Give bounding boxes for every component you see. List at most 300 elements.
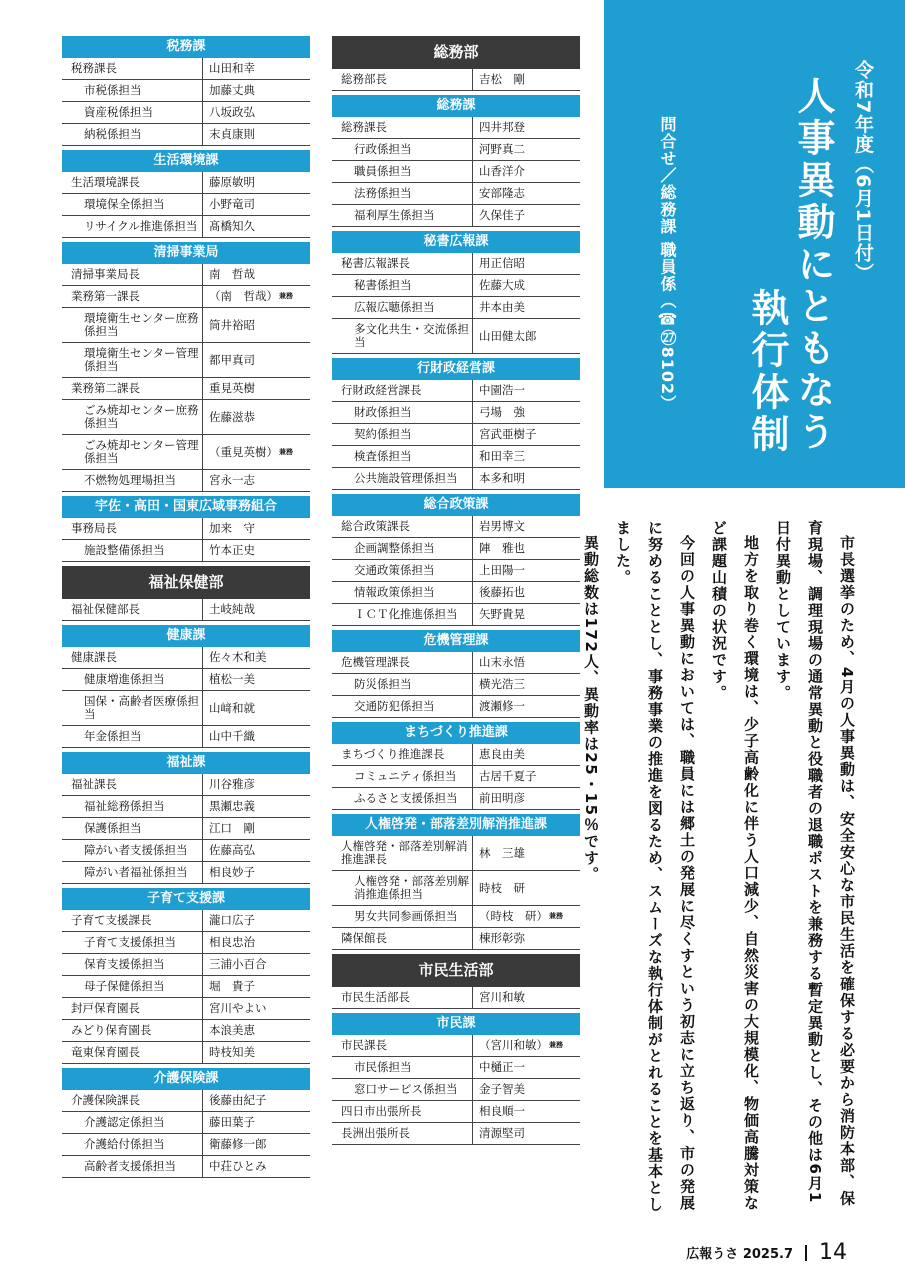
section-header: 子育て支援課	[62, 888, 310, 910]
person-name-cell	[203, 172, 310, 193]
position-title: 総務部長	[332, 69, 473, 90]
title-date: 令和7年度（6月1日付）	[852, 60, 874, 283]
position-title: 検査係担当	[332, 446, 473, 467]
position-title: 障がい者福祉係担当	[62, 862, 203, 883]
person-name: 吉松 剛	[479, 72, 525, 86]
person-name-cell	[203, 343, 310, 377]
org-column-right	[332, 36, 580, 1145]
position-title: 介護認定係担当	[62, 1112, 203, 1133]
position-title: 清掃事業局長	[62, 264, 203, 285]
table-row	[62, 58, 310, 80]
person-name: 宮永一志	[209, 473, 255, 487]
table-row	[62, 470, 310, 492]
person-name-cell	[473, 297, 580, 318]
position-title: 保育支援係担当	[62, 954, 203, 975]
position-title: コミュニティ係担当	[332, 766, 473, 787]
person-name-cell	[203, 124, 310, 145]
table-row	[62, 840, 310, 862]
person-name: 山﨑和就	[209, 700, 255, 715]
table-row	[62, 954, 310, 976]
table-row	[332, 987, 580, 1009]
position-title: 危機管理課長	[332, 652, 473, 673]
person-name: 和田幸三	[479, 449, 525, 463]
person-name-cell	[203, 691, 310, 725]
table-row	[62, 343, 310, 378]
person-name: 相良順一	[479, 1104, 525, 1118]
person-name-cell	[203, 1112, 310, 1133]
table-row	[62, 172, 310, 194]
section-header: 人権啓発・部落差別解消推進課	[332, 814, 580, 836]
table-row	[62, 599, 310, 621]
person-name: （南 哲哉）	[209, 289, 278, 303]
person-name-cell	[203, 518, 310, 539]
section-header: 総合政策課	[332, 494, 580, 516]
section	[332, 630, 580, 718]
person-name-cell	[203, 435, 310, 469]
position-title: 福祉総務係担当	[62, 796, 203, 817]
position-title: 職員係担当	[332, 161, 473, 182]
person-name: 本浪美恵	[209, 1023, 255, 1037]
page-number: 14	[819, 1240, 847, 1265]
person-name-cell	[473, 468, 580, 489]
person-name-cell	[473, 516, 580, 537]
person-name: 山香洋介	[479, 164, 525, 178]
person-name: 古居千夏子	[479, 769, 537, 783]
section-header: 危機管理課	[332, 630, 580, 652]
person-name: 中荘ひとみ	[209, 1159, 267, 1173]
section-header: まちづくり推進課	[332, 722, 580, 744]
table-row	[62, 910, 310, 932]
person-name-cell	[203, 976, 310, 997]
person-name: 重見英樹	[209, 381, 255, 395]
position-title: 環境衛生センター管理係担当	[62, 343, 203, 377]
person-name-cell	[473, 560, 580, 581]
concurrent-badge: 兼務	[549, 1041, 563, 1049]
article-body	[575, 520, 863, 1220]
person-name-cell	[203, 1134, 310, 1155]
person-name: 用正信昭	[479, 256, 525, 270]
person-name: 前田明彦	[479, 791, 525, 805]
table-row	[332, 297, 580, 319]
position-title: 健康課長	[62, 647, 203, 668]
person-name-cell	[203, 910, 310, 931]
position-title: 不燃物処理場担当	[62, 470, 203, 491]
table-row	[62, 435, 310, 470]
person-name-cell	[203, 669, 310, 690]
section	[332, 231, 580, 354]
position-title: 母子保健係担当	[62, 976, 203, 997]
person-name-cell	[203, 400, 310, 434]
person-name: 堀 貴子	[209, 979, 255, 993]
table-row	[332, 1079, 580, 1101]
title-box	[604, 0, 905, 488]
publication-name: 広報うさ 2025.7	[686, 1247, 793, 1262]
person-name: 横光浩三	[479, 677, 525, 691]
person-name-cell	[473, 117, 580, 138]
person-name-cell	[473, 1101, 580, 1122]
section-header: 税務課	[62, 36, 310, 58]
table-row	[62, 976, 310, 998]
position-title: 行政係担当	[332, 139, 473, 160]
person-name-cell	[203, 216, 310, 237]
person-name-cell	[473, 906, 580, 927]
table-row	[332, 582, 580, 604]
person-name-cell	[203, 1090, 310, 1111]
position-title: 環境保全係担当	[62, 194, 203, 215]
position-title: 福祉課長	[62, 774, 203, 795]
position-title: 公共施設管理係担当	[332, 468, 473, 489]
person-name: 中園浩一	[479, 383, 525, 397]
position-title: 施設整備係担当	[62, 540, 203, 561]
person-name: 黒瀬忠義	[209, 799, 255, 813]
person-name-cell	[473, 205, 580, 226]
person-name-cell	[473, 604, 580, 625]
person-name: 金子智美	[479, 1082, 525, 1096]
person-name-cell	[473, 744, 580, 765]
person-name: 都甲真司	[209, 352, 255, 367]
section-header: 宇佐・高田・国東広域事務組合	[62, 496, 310, 518]
person-name: 筒井裕昭	[209, 317, 255, 332]
person-name: 宮川やよい	[209, 1001, 267, 1015]
table-row	[332, 468, 580, 490]
person-name-cell	[203, 58, 310, 79]
person-name-cell	[473, 582, 580, 603]
person-name: 佐藤滋恭	[209, 409, 255, 424]
position-title: 秘書広報課長	[332, 253, 473, 274]
position-title: 高齢者支援係担当	[62, 1156, 203, 1177]
person-name-cell	[473, 836, 580, 870]
position-title: 法務係担当	[332, 183, 473, 204]
person-name-cell	[473, 139, 580, 160]
person-name: 山中千織	[209, 729, 255, 743]
table-row	[62, 1020, 310, 1042]
concurrent-badge: 兼務	[279, 447, 293, 456]
table-row	[62, 102, 310, 124]
section-header: 市民課	[332, 1013, 580, 1035]
person-name-cell	[473, 69, 580, 90]
person-name: 矢野貴晃	[479, 607, 525, 621]
person-name: 山末永悟	[479, 655, 525, 669]
table-row	[62, 774, 310, 796]
position-title: 人権啓発・部落差別解消推進係担当	[332, 871, 473, 905]
person-name-cell	[473, 766, 580, 787]
person-name-cell	[203, 102, 310, 123]
person-name: 佐々木和美	[209, 650, 267, 664]
section-header: 福祉課	[62, 752, 310, 774]
section-header: 介護保険課	[62, 1068, 310, 1090]
position-title: 総合政策課長	[332, 516, 473, 537]
position-title: 保護係担当	[62, 818, 203, 839]
section-header: 健康課	[62, 625, 310, 647]
position-title: 子育て支援係担当	[62, 932, 203, 953]
person-name: 南 哲哉	[209, 267, 255, 281]
person-name: 清源堅司	[479, 1126, 525, 1140]
person-name-cell	[473, 1123, 580, 1144]
person-name: 林 三雄	[479, 845, 525, 860]
page-subtitle: 執行体制	[745, 288, 789, 456]
position-title: 環境衛生センター庶務係担当	[62, 308, 203, 342]
table-row	[62, 998, 310, 1020]
position-title: 納税係担当	[62, 124, 203, 145]
section	[62, 496, 310, 562]
position-title: 行財政経営課長	[332, 380, 473, 401]
person-name-cell	[473, 987, 580, 1008]
position-title: 総務課長	[332, 117, 473, 138]
position-title: 事務局長	[62, 518, 203, 539]
table-row	[62, 286, 310, 308]
position-title: 企画調整係担当	[332, 538, 473, 559]
person-name: 加藤丈典	[209, 83, 255, 97]
person-name: 衛藤修一郎	[209, 1137, 267, 1151]
person-name-cell	[473, 253, 580, 274]
person-name: 小野竜司	[209, 197, 255, 211]
table-row	[62, 932, 310, 954]
position-title: 四日市出張所長	[332, 1101, 473, 1122]
table-row	[332, 161, 580, 183]
person-name: 久保佳子	[479, 208, 525, 222]
position-title: 生活環境課長	[62, 172, 203, 193]
table-row	[62, 726, 310, 748]
table-row	[332, 183, 580, 205]
table-row	[62, 796, 310, 818]
person-name-cell	[203, 1042, 310, 1063]
position-title: 税務課長	[62, 58, 203, 79]
person-name: 山田和幸	[209, 61, 255, 75]
position-title: 国保・高齢者医療係担当	[62, 691, 203, 725]
contact-info: 問合せ／総務課 職員係（☎㉗8102）	[658, 116, 677, 413]
person-name: 後藤拓也	[479, 585, 525, 599]
position-title: 隣保館長	[332, 928, 473, 949]
section	[62, 888, 310, 1064]
table-row	[332, 538, 580, 560]
person-name: 植松一美	[209, 672, 255, 686]
table-row	[62, 1156, 310, 1178]
department-header: 総務部	[332, 36, 580, 69]
table-row	[332, 1123, 580, 1145]
position-title: 年金係担当	[62, 726, 203, 747]
section	[332, 36, 580, 91]
person-name: 後藤由紀子	[209, 1093, 267, 1107]
table-row	[332, 516, 580, 538]
position-title: 市税係担当	[62, 80, 203, 101]
person-name: 加来 守	[209, 521, 255, 535]
person-name: 山田健太郎	[479, 328, 537, 343]
person-name: 藤原敏明	[209, 175, 255, 189]
section	[62, 1068, 310, 1178]
person-name: 末貞康則	[209, 127, 255, 141]
person-name-cell	[473, 538, 580, 559]
section-header: 総務課	[332, 95, 580, 117]
person-name: 時枝 研	[479, 880, 525, 895]
person-name-cell	[203, 840, 310, 861]
position-title: 秘書係担当	[332, 275, 473, 296]
department-header: 市民生活部	[332, 954, 580, 987]
table-row	[332, 253, 580, 275]
table-row	[62, 1090, 310, 1112]
position-title: 男女共同参画係担当	[332, 906, 473, 927]
position-title: 市民生活部長	[332, 987, 473, 1008]
page-title: 人事異動にともなう	[791, 76, 835, 454]
position-title: ごみ焼却センター管理係担当	[62, 435, 203, 469]
table-row	[332, 788, 580, 810]
person-name: 佐藤高弘	[209, 843, 255, 857]
position-title: 財政係担当	[332, 402, 473, 423]
person-name: 川谷雅彦	[209, 777, 255, 791]
table-row	[332, 906, 580, 928]
position-title: 人権啓発・部落差別解消推進課長	[332, 836, 473, 870]
position-title: 多文化共生・交流係担当	[332, 319, 473, 353]
person-name-cell	[203, 774, 310, 795]
table-row	[62, 1112, 310, 1134]
person-name-cell	[203, 194, 310, 215]
person-name: 弓場 強	[479, 405, 525, 419]
position-title: 窓口サービス係担当	[332, 1079, 473, 1100]
person-name: 藤田葉子	[209, 1115, 255, 1129]
section	[332, 722, 580, 810]
section	[332, 1013, 580, 1145]
concurrent-badge: 兼務	[549, 912, 563, 920]
section	[332, 95, 580, 227]
table-row	[332, 446, 580, 468]
person-name-cell	[473, 161, 580, 182]
position-title: 竜東保育園長	[62, 1042, 203, 1063]
section	[332, 358, 580, 490]
person-name: 相良妙子	[209, 865, 255, 879]
position-title: まちづくり推進課長	[332, 744, 473, 765]
person-name-cell	[473, 446, 580, 467]
person-name: 八坂政弘	[209, 105, 255, 119]
position-title: 市民課長	[332, 1035, 473, 1056]
person-name: 佐藤大成	[479, 278, 525, 292]
footer	[686, 1240, 847, 1265]
table-row	[62, 862, 310, 884]
person-name: 相良忠治	[209, 935, 255, 949]
person-name-cell	[203, 286, 310, 307]
person-name: 上田陽一	[479, 563, 525, 577]
table-row	[332, 69, 580, 91]
person-name-cell	[473, 652, 580, 673]
table-row	[62, 540, 310, 562]
person-name: 棟形彰弥	[479, 931, 525, 945]
person-name-cell	[473, 1057, 580, 1078]
person-name-cell	[473, 380, 580, 401]
table-row	[62, 264, 310, 286]
table-row	[62, 216, 310, 238]
person-name: 中樋正一	[479, 1060, 525, 1074]
table-row	[332, 674, 580, 696]
person-name: 恵良由美	[479, 747, 525, 761]
position-title: 健康増進係担当	[62, 669, 203, 690]
table-row	[62, 124, 310, 146]
table-row	[62, 400, 310, 435]
table-row	[332, 139, 580, 161]
person-name-cell	[203, 998, 310, 1019]
table-row	[332, 1057, 580, 1079]
table-row	[332, 766, 580, 788]
concurrent-badge: 兼務	[279, 292, 293, 300]
position-title: 資産税係担当	[62, 102, 203, 123]
table-row	[332, 604, 580, 626]
section-header: 清掃事業局	[62, 242, 310, 264]
person-name-cell	[473, 402, 580, 423]
table-row	[332, 380, 580, 402]
paragraph: 異動総数は172人、異動率は25・15％です。	[582, 535, 600, 883]
person-name: （時枝 研）	[479, 909, 548, 923]
person-name-cell	[473, 788, 580, 809]
person-name-cell	[203, 470, 310, 491]
position-title: 情報政策係担当	[332, 582, 473, 603]
person-name-cell	[203, 932, 310, 953]
table-row	[62, 378, 310, 400]
section-header: 行財政経営課	[332, 358, 580, 380]
person-name: （重見英樹）	[209, 444, 278, 459]
person-name-cell	[473, 1079, 580, 1100]
position-title: リサイクル推進係担当	[62, 216, 203, 237]
section	[62, 752, 310, 884]
table-row	[332, 1035, 580, 1057]
table-row	[332, 117, 580, 139]
table-row	[332, 275, 580, 297]
person-name: 髙橋知久	[209, 219, 255, 233]
paragraph: 地方を取り巻く環境は、少子高齢化に伴う人口減少、自然災害の大規模化、物価高騰対策など課題山積の状況です。	[710, 520, 760, 1212]
person-name: （宮川和敏）	[479, 1038, 548, 1052]
section-header: 生活環境課	[62, 150, 310, 172]
position-title: 福祉保健部長	[62, 599, 203, 620]
person-name: 岩男博文	[479, 519, 525, 533]
person-name: 陣 雅也	[479, 541, 525, 555]
section	[62, 36, 310, 146]
person-name-cell	[473, 183, 580, 204]
table-row	[332, 402, 580, 424]
table-row	[62, 1042, 310, 1064]
org-column-left	[62, 36, 310, 1178]
person-name-cell	[203, 264, 310, 285]
section	[332, 954, 580, 1009]
table-row	[62, 194, 310, 216]
table-row	[332, 205, 580, 227]
paragraph: 今回の人事異動においては、職員には郷土の発展に尽くすという初志に立ち返り、市の発展に努めることとし、事務事業の推進を図るため、スムーズな執行体制がとれることを基本としました。	[614, 520, 696, 1213]
person-name: 宮武亜樹子	[479, 427, 537, 441]
table-row	[62, 818, 310, 840]
table-row	[62, 80, 310, 102]
table-row	[332, 744, 580, 766]
person-name: 瀧口広子	[209, 913, 255, 927]
position-title: 広報広聴係担当	[332, 297, 473, 318]
person-name: 竹本正史	[209, 543, 255, 557]
section-header: 秘書広報課	[332, 231, 580, 253]
department-header: 福祉保健部	[62, 566, 310, 599]
table-row	[332, 836, 580, 871]
person-name-cell	[203, 954, 310, 975]
person-name-cell	[473, 871, 580, 905]
table-row	[332, 696, 580, 718]
position-title: 子育て支援課長	[62, 910, 203, 931]
person-name-cell	[203, 80, 310, 101]
table-row	[62, 308, 310, 343]
person-name-cell	[473, 275, 580, 296]
position-title: 契約係担当	[332, 424, 473, 445]
person-name-cell	[203, 1156, 310, 1177]
paragraph: 市長選挙のため、4月の人事異動は、安全安心な市民生活を確保する必要から消防本部、保育現場、調理現場の通常異動と役職者の退職ポストを兼務する暫定異動とし、その他は6月1日付異動としています。	[774, 520, 856, 1207]
position-title: 市民係担当	[332, 1057, 473, 1078]
position-title: 業務第二課長	[62, 378, 203, 399]
table-row	[332, 871, 580, 906]
person-name-cell	[473, 696, 580, 717]
section	[332, 494, 580, 626]
position-title: 業務第一課長	[62, 286, 203, 307]
position-title: 介護保険課長	[62, 1090, 203, 1111]
person-name: 四井邦登	[479, 120, 525, 134]
